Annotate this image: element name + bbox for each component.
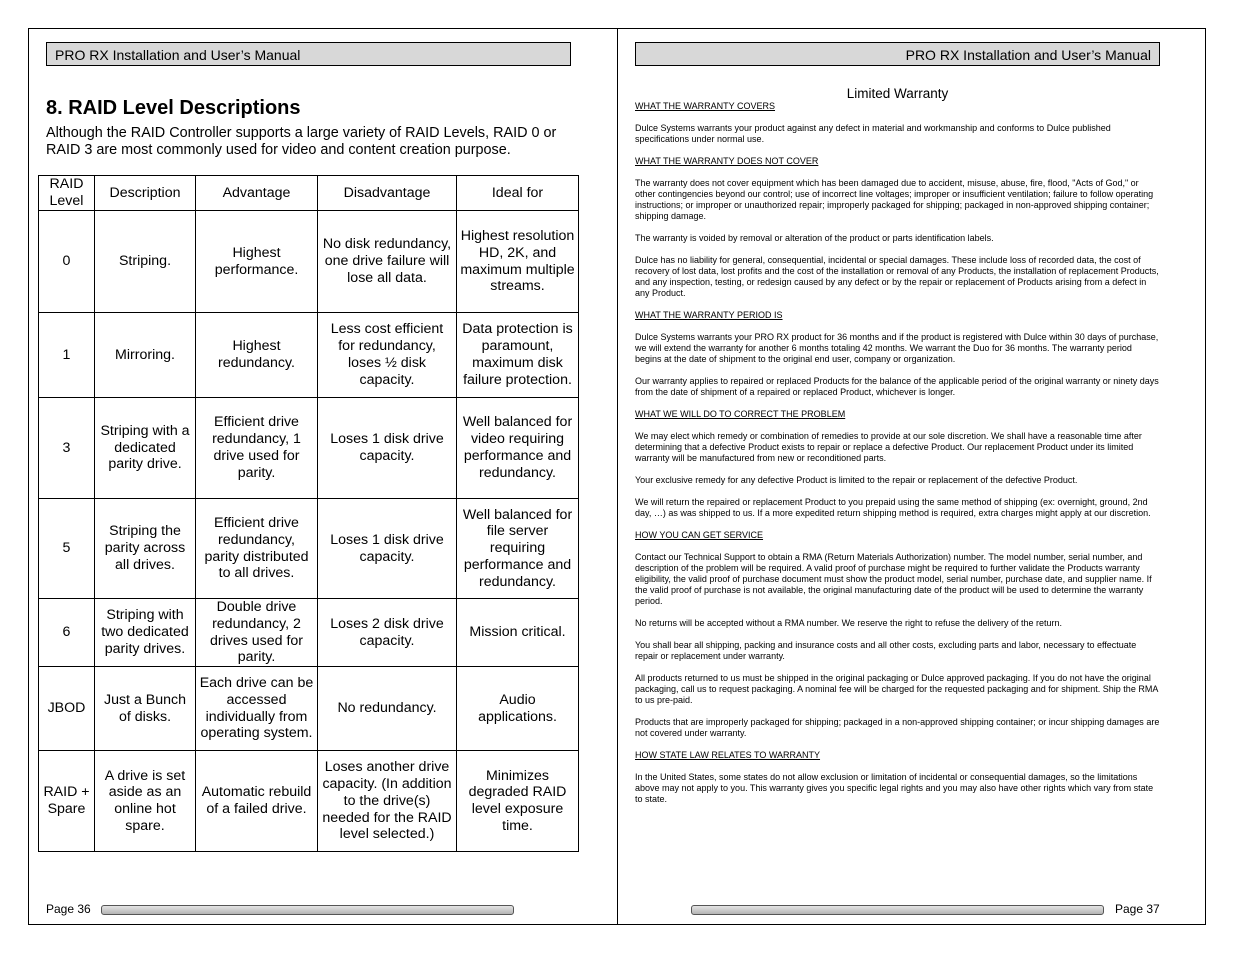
table-row xyxy=(39,211,579,313)
warranty-paragraph: We may elect which remedy or combination of remedies to provide at our sole discretion. We shall have a reasonable time after determining that a defective Product exists to repair or replace a defective Product. Our replacement Product under its limited warranty will be manufactured from new or reconditioned parts. xyxy=(635,431,1142,463)
cell-raid-level: 6 xyxy=(39,599,95,667)
paragraph-gap xyxy=(635,464,1160,475)
cell-ideal-for: Data protection is paramount, maximum disk failure protection. xyxy=(457,313,579,398)
warranty-heading: WHAT THE WARRANTY DOES NOT COVER xyxy=(635,156,819,166)
cell-advantage: Automatic rebuild of a failed drive. xyxy=(196,751,318,852)
warranty-paragraph: Your exclusive remedy for any defective Product is limited to the repair or replacement of the defective Product. xyxy=(635,475,1078,485)
left-page-number: Page 36 xyxy=(46,902,91,916)
paragraph-gap xyxy=(635,321,1160,332)
paragraph-gap xyxy=(635,706,1160,717)
table-header-row xyxy=(39,176,579,211)
col-header-advantage: Advantage xyxy=(196,176,318,211)
left-header-bar xyxy=(46,42,571,66)
table-row xyxy=(39,667,579,751)
paragraph-gap xyxy=(635,112,1160,123)
cell-raid-level: JBOD xyxy=(39,667,95,751)
right-page-number: Page 37 xyxy=(1115,902,1160,916)
warranty-paragraph: Dulce Systems warrants your PRO RX product for 36 months and if the product is registered with Dulce within 30 days of purchase, we will extend the warranty for another 6 months totaling 42 months. We warrant the Duo for 36 months. The warranty period begins at the date of shipment to the original end user, company or organization. xyxy=(635,332,1159,364)
paragraph-gap xyxy=(635,299,1160,310)
warranty-paragraph: Dulce has no liability for general, consequential, incidental or special damages. These include loss of recorded data, the cost of recovery of lost data, lost profits and the cost of the installation or removal of any Products, the installation of replacement Products, and any inspection, testing, or redesign caused by any defect or by the repair or replacement of Products arising from a defect in any Product. xyxy=(635,255,1159,298)
col-header-description: Description xyxy=(95,176,196,211)
paragraph-gap xyxy=(635,145,1160,156)
paragraph-gap xyxy=(635,739,1160,750)
page-divider xyxy=(617,28,618,925)
cell-raid-level: 0 xyxy=(39,211,95,313)
right-header-text: PRO RX Installation and User’s Manual xyxy=(905,47,1151,63)
cell-ideal-for: Audio applications. xyxy=(457,667,579,751)
warranty-paragraph: You shall bear all shipping, packing and insurance costs and all other costs, excluding parts and labor, necessary to effectuate repair or replacement under warranty. xyxy=(635,640,1137,661)
warranty-paragraph: Our warranty applies to repaired or replaced Products for the balance of the applicable period of the original warranty or ninety days from the date of shipment of a repaired or replaced Product, whichever is longer. xyxy=(635,376,1159,397)
cell-description: Just a Bunch of disks. xyxy=(95,667,196,751)
paragraph-gap xyxy=(635,398,1160,409)
right-header-bar xyxy=(635,42,1160,66)
warranty-heading: HOW YOU CAN GET SERVICE xyxy=(635,530,764,540)
cell-description: Striping. xyxy=(95,211,196,313)
cell-disadvantage: No disk redundancy, one drive failure will lose all data. xyxy=(318,211,457,313)
cell-disadvantage: No redundancy. xyxy=(318,667,457,751)
right-footer-bar xyxy=(691,905,1104,915)
cell-disadvantage: Less cost efficient for redundancy, loses ½ disk capacity. xyxy=(318,313,457,398)
warranty-paragraph: In the United States, some states do not allow exclusion or limitation of incidental or consequential damages, so the limitations above may not apply to you. This warranty gives you specific legal rights and you may also have other rights which vary from state to state. xyxy=(635,772,1154,804)
paragraph-gap xyxy=(635,365,1160,376)
table-row xyxy=(39,398,579,499)
cell-ideal-for: Mission critical. xyxy=(457,599,579,667)
left-footer-bar xyxy=(101,905,514,915)
cell-description: Striping with two dedicated parity drives. xyxy=(95,599,196,667)
paragraph-gap xyxy=(635,629,1160,640)
warranty-paragraph: Products that are improperly packaged for shipping; packaged in a non-approved shipping container; or incur shipping damages are not covered under warranty. xyxy=(635,717,1160,738)
warranty-heading: HOW STATE LAW RELATES TO WARRANTY xyxy=(635,750,821,760)
paragraph-gap xyxy=(635,486,1160,497)
warranty-heading: WHAT THE WARRANTY COVERS xyxy=(635,101,776,111)
warranty-heading: WHAT WE WILL DO TO CORRECT THE PROBLEM xyxy=(635,409,846,419)
cell-advantage: Efficient drive redundancy, 1 drive used for parity. xyxy=(196,398,318,499)
paragraph-gap xyxy=(635,244,1160,255)
table-row xyxy=(39,751,579,852)
cell-advantage: Double drive redundancy, 2 drives used for parity. xyxy=(196,599,318,667)
warranty-paragraph: All products returned to us must be shipped in the original packaging or Dulce approved packaging. If you do not have the original packaging, call us to request packaging. A nominal fee will be charged for the requested packaging and for shipment. Ship the RMA to us pre-paid. xyxy=(635,673,1158,705)
cell-disadvantage: Loses another drive capacity. (In addition to the drive(s) needed for the RAID level selected.) xyxy=(318,751,457,852)
cell-description: A drive is set aside as an online hot spare. xyxy=(95,751,196,852)
section-title: 8. RAID Level Descriptions xyxy=(46,97,301,119)
paragraph-gap xyxy=(635,541,1160,552)
cell-description: Striping with a dedicated parity drive. xyxy=(95,398,196,499)
cell-ideal-for: Well balanced for video requiring performance and redundancy. xyxy=(457,398,579,499)
cell-ideal-for: Well balanced for file server requiring performance and redundancy. xyxy=(457,499,579,599)
paragraph-gap xyxy=(635,519,1160,530)
cell-advantage: Each drive can be accessed individually from operating system. xyxy=(196,667,318,751)
paragraph-gap xyxy=(635,167,1160,178)
warranty-heading: WHAT THE WARRANTY PERIOD IS xyxy=(635,310,783,320)
cell-disadvantage: Loses 1 disk drive capacity. xyxy=(318,499,457,599)
left-header-text: PRO RX Installation and User’s Manual xyxy=(55,47,301,63)
raid-level-table xyxy=(38,175,579,852)
table-row xyxy=(39,599,579,667)
paragraph-gap xyxy=(635,420,1160,431)
warranty-paragraph: We will return the repaired or replacement Product to you prepaid using the same method of shipping (ex: overnight, ground, 2nd day, …) as was shipped to us. If a more expedited return shipping method is required, extra charges might apply at our discretion. xyxy=(635,497,1151,518)
warranty-section xyxy=(635,86,1160,805)
cell-advantage: Efficient drive redundancy, parity distributed to all drives. xyxy=(196,499,318,599)
cell-disadvantage: Loses 1 disk drive capacity. xyxy=(318,398,457,499)
cell-ideal-for: Minimizes degraded RAID level exposure time. xyxy=(457,751,579,852)
table-row xyxy=(39,313,579,398)
table-row xyxy=(39,499,579,599)
warranty-title: Limited Warranty xyxy=(846,86,949,101)
warranty-paragraph: The warranty does not cover equipment which has been damaged due to accident, misuse, abuse, fire, flood, "Acts of God," or other contingencies beyond our control; use of incorrect line voltages; improper or insufficient ventilation; failure to follow operating instructions; or improper or unauthorized repair; improperly packaged for shipping; packaged in non-approved shipping container; shipping damage. xyxy=(635,178,1154,221)
warranty-blocks xyxy=(635,101,1160,805)
cell-description: Striping the parity across all drives. xyxy=(95,499,196,599)
cell-advantage: Highest performance. xyxy=(196,211,318,313)
paragraph-gap xyxy=(635,662,1160,673)
paragraph-gap xyxy=(635,761,1160,772)
col-header-raid-level: RAID Level xyxy=(39,176,95,211)
cell-ideal-for: Highest resolution HD, 2K, and maximum multiple streams. xyxy=(457,211,579,313)
warranty-paragraph: Contact our Technical Support to obtain a RMA (Return Materials Authorization) number. The model number, serial number, and description of the problem will be required. A valid proof of purchase might be required to further validate the Products warranty eligibility, the valid proof of purchase document must show the product model, serial number, purchase date, and supplier name. If the valid proof of purchase is not available, the original manufacturing date of the product will be used to determine the warranty period. xyxy=(635,552,1152,606)
cell-disadvantage: Loses 2 disk drive capacity. xyxy=(318,599,457,667)
paragraph-gap xyxy=(635,222,1160,233)
cell-raid-level: 3 xyxy=(39,398,95,499)
intro-paragraph: Although the RAID Controller supports a large variety of RAID Levels, RAID 0 or RAID 3 are most commonly used for video and content creation purpose. xyxy=(46,125,557,158)
cell-raid-level: RAID + Spare xyxy=(39,751,95,852)
col-header-ideal-for: Ideal for xyxy=(457,176,579,211)
col-header-disadvantage: Disadvantage xyxy=(318,176,457,211)
cell-raid-level: 5 xyxy=(39,499,95,599)
cell-description: Mirroring. xyxy=(95,313,196,398)
cell-raid-level: 1 xyxy=(39,313,95,398)
paragraph-gap xyxy=(635,607,1160,618)
warranty-paragraph: Dulce Systems warrants your product against any defect in material and workmanship and conforms to Dulce published specifications under normal use. xyxy=(635,123,1111,144)
cell-advantage: Highest redundancy. xyxy=(196,313,318,398)
warranty-paragraph: The warranty is voided by removal or alteration of the product or parts identification labels. xyxy=(635,233,994,243)
warranty-paragraph: No returns will be accepted without a RMA number. We reserve the right to refuse the delivery of the return. xyxy=(635,618,1063,628)
